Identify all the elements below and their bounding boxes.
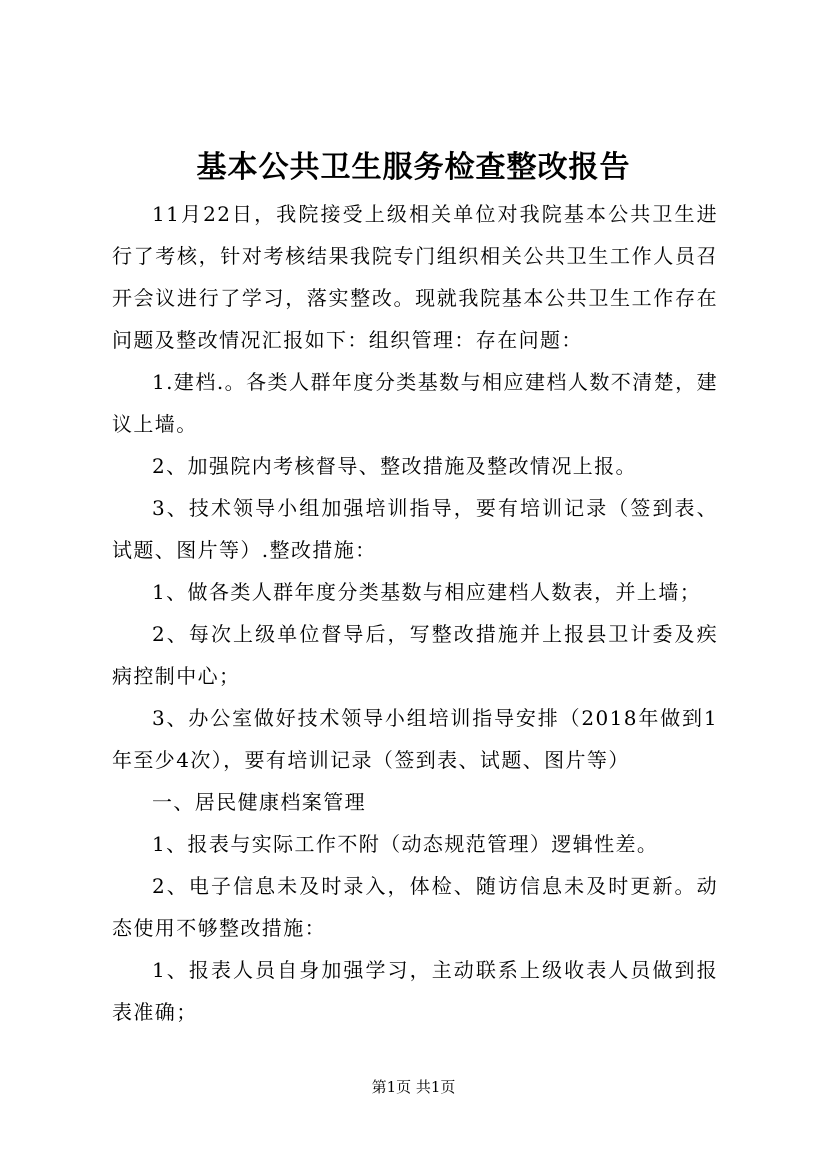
paragraph-measure-3: 3、办公室做好技术领导小组培训指导安排（2018年做到1年至少4次），要有培训记录（签到表、试题、图片等） (112, 706, 718, 772)
paragraph-issue-3: 3、技术领导小组加强培训指导，要有培训记录（签到表、试题、图片等）.整改措施： (112, 496, 718, 562)
paragraph-issue-2: 2、加强院内考核督导、整改措施及整改情况上报。 (152, 454, 637, 478)
paragraph-issue-1: 1.建档.。各类人群年度分类基数与相应建档人数不清楚，建议上墙。 (112, 370, 718, 436)
paragraph-records-issue-2: 2、电子信息未及时录入，体检、随访信息未及时更新。动态使用不够整改措施： (112, 874, 718, 940)
paragraph-measure-2: 2、每次上级单位督导后，写整改措施并上报县卫计委及疾病控制中心； (112, 622, 718, 688)
page-footer: 第1页 共1页 (371, 1078, 456, 1096)
document-title: 基本公共卫生服务检查整改报告 (196, 150, 631, 185)
document-body (112, 193, 718, 1033)
paragraph-measure-1: 1、做各类人群年度分类基数与相应建档人数表，并上墙； (152, 580, 702, 604)
paragraph-records-issue-1: 1、报表与实际工作不附（动态规范管理）逻辑性差。 (152, 832, 659, 856)
section-heading-health-records: 一、居民健康档案管理 (152, 790, 366, 814)
paragraph-records-measure-1: 1、报表人员自身加强学习，主动联系上级收表人员做到报表准确； (112, 958, 718, 1024)
paragraph-intro: 11月22日，我院接受上级相关单位对我院基本公共卫生进行了考核，针对考核结果我院专门组织相关公共卫生工作人员召开会议进行了学习，落实整改。现就我院基本公共卫生工作存在问题及整改情况汇报如下：组织管理：存在问题： (112, 202, 718, 352)
